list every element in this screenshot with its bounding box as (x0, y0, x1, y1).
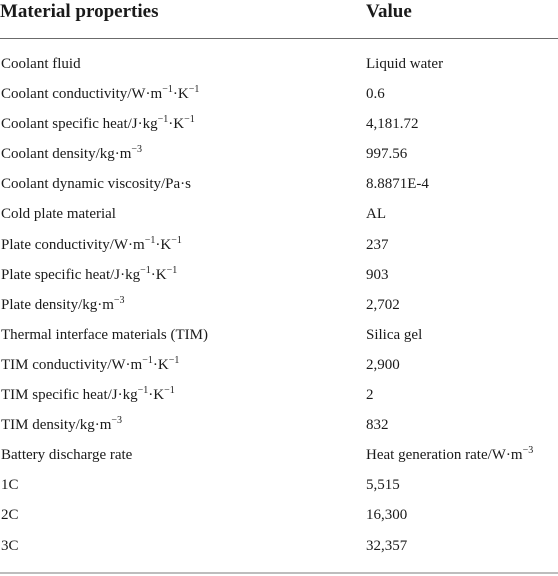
property-unit: ·K (148, 387, 165, 404)
table-row (0, 440, 558, 470)
value-cell (366, 109, 419, 139)
property-text: Coolant fluid (1, 56, 81, 72)
property-cell (1, 79, 199, 109)
value-cell (366, 169, 429, 199)
property-cell (1, 320, 208, 350)
property-text: Plate specific heat/J·kg (1, 266, 141, 283)
value-cell (366, 199, 386, 229)
value-text: 32,357 (366, 537, 408, 554)
value-text: 903 (366, 266, 389, 283)
value-cell (366, 470, 400, 500)
table-row (0, 199, 558, 229)
property-unit: ·K (155, 236, 172, 253)
header-value: Value (366, 1, 412, 22)
table-row (0, 260, 558, 290)
value-text: 4,181.72 (366, 116, 419, 133)
property-exponent: −1 (168, 354, 180, 366)
property-cell (1, 500, 19, 530)
property-exponent: −1 (184, 114, 195, 126)
property-cell (1, 109, 195, 139)
value-cell (366, 139, 407, 169)
table-row (0, 380, 558, 410)
table-body (0, 49, 558, 561)
property-cell (1, 199, 116, 229)
property-cell (1, 49, 81, 79)
table-row (0, 350, 558, 380)
value-text: Heat generation rate/W·m (366, 447, 523, 464)
property-text: Battery discharge rate (1, 447, 133, 464)
property-text: Coolant specific heat/J·kg (1, 116, 158, 133)
table-header (0, 0, 558, 39)
value-text: 997.56 (366, 146, 408, 163)
table-row (0, 79, 558, 109)
property-unit: ·K (168, 116, 185, 133)
value-cell (366, 320, 422, 350)
table-row (0, 49, 558, 79)
value-cell (366, 290, 400, 320)
value-exponent: −3 (522, 445, 534, 457)
value-text: 237 (366, 236, 389, 253)
value-cell (366, 440, 533, 470)
value-text: Liquid water (366, 56, 444, 72)
property-text: 3C (1, 537, 19, 554)
table-row (0, 109, 558, 139)
property-text: TIM specific heat/J·kg (1, 387, 138, 404)
property-cell (1, 380, 175, 410)
property-text: 1C (1, 477, 19, 494)
property-cell (1, 139, 142, 169)
property-text: Coolant dynamic viscosity/Pa·s (1, 176, 191, 193)
value-cell (366, 230, 389, 260)
value-text: AL (366, 206, 386, 223)
property-exponent: −1 (171, 234, 182, 246)
property-exponent: −1 (166, 264, 178, 276)
property-exponent: −1 (142, 354, 153, 366)
value-text: 16,300 (366, 507, 408, 524)
property-exponent: −1 (164, 385, 175, 397)
value-cell (366, 380, 374, 410)
value-cell (366, 531, 407, 561)
property-exponent: −1 (140, 264, 151, 276)
value-text: 5,515 (366, 477, 400, 494)
value-cell (366, 410, 389, 440)
property-text: Coolant conductivity/W·m (1, 86, 163, 103)
table-row (0, 410, 558, 440)
property-exponent: −1 (188, 84, 200, 96)
property-exponent: −3 (131, 144, 143, 156)
property-exponent: −3 (113, 294, 125, 306)
property-exponent: −1 (157, 114, 169, 126)
table-row (0, 531, 558, 561)
value-text: 2 (366, 387, 374, 404)
property-text: Plate density/kg·m (1, 296, 114, 313)
property-cell (1, 290, 125, 320)
value-cell (366, 350, 400, 380)
property-text: Thermal interface materials (TIM) (1, 326, 208, 343)
property-text: TIM density/kg·m (1, 417, 112, 434)
property-cell (1, 410, 122, 440)
property-text: 2C (1, 507, 19, 524)
property-unit: ·K (150, 266, 167, 283)
table-row (0, 230, 558, 260)
property-exponent: −1 (137, 385, 149, 397)
property-cell (1, 169, 191, 199)
property-text: Cold plate material (1, 206, 116, 223)
table-row (0, 139, 558, 169)
property-cell (1, 531, 19, 561)
table-row (0, 320, 558, 350)
value-text: 0.6 (366, 86, 385, 103)
property-cell (1, 440, 132, 470)
property-text: TIM conductivity/W·m (1, 356, 143, 373)
property-exponent: −1 (144, 234, 156, 246)
property-unit: ·K (152, 356, 169, 373)
value-text: 2,900 (366, 356, 400, 373)
value-cell (366, 79, 385, 109)
value-text: 2,702 (366, 296, 400, 313)
table-row (0, 500, 558, 530)
property-cell (1, 350, 179, 380)
property-unit: ·K (172, 86, 189, 103)
property-text: Plate conductivity/W·m (1, 236, 145, 253)
table-bottom-rule (0, 572, 558, 574)
property-exponent: −1 (162, 84, 173, 96)
table-row (0, 290, 558, 320)
header-material-properties: Material properties (0, 1, 159, 22)
value-cell (366, 260, 389, 290)
table-row (0, 169, 558, 199)
property-cell (1, 470, 19, 500)
value-cell (366, 500, 407, 530)
value-text: Silica gel (366, 326, 423, 343)
property-cell (1, 260, 177, 290)
property-text: Coolant density/kg·m (1, 146, 132, 163)
value-cell (366, 49, 443, 79)
property-cell (1, 230, 182, 260)
table-row (0, 470, 558, 500)
value-text: 8.8871E-4 (366, 176, 429, 193)
value-text: 832 (366, 417, 389, 434)
property-exponent: −3 (111, 415, 123, 427)
